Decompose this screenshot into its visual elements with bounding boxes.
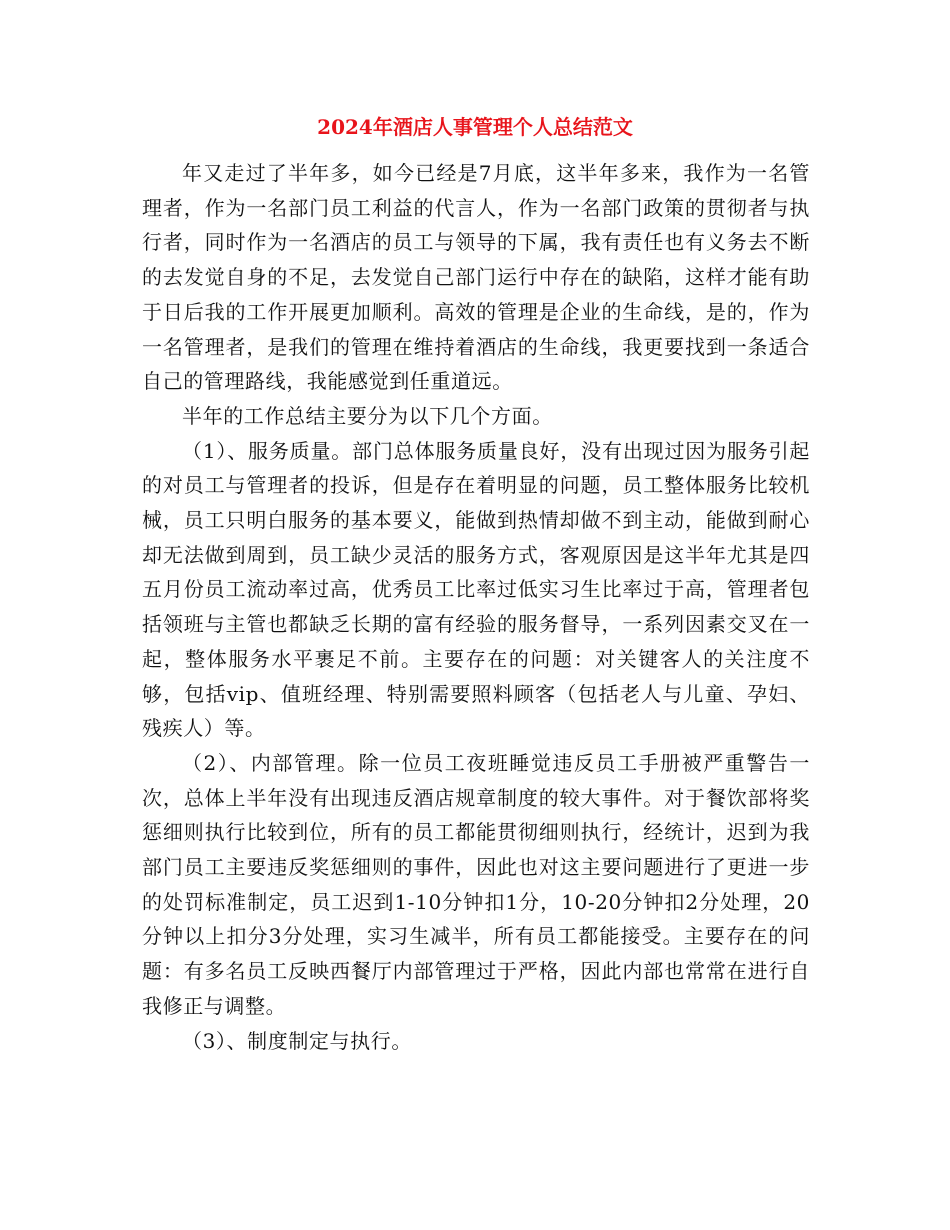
- paragraph-service-quality: （1）、服务质量。部门总体服务质量良好，没有出现过因为服务引起的对员工与管理者的投诉，但是存在着明显的问题，员工整体服务比较机械，员工只明白服务的基本要义，能做到热情却做不到主动，能做到耐心却无法做到周到，员工缺少灵活的服务方式，客观原因是这半年尤其是四五月份员工流动率过高，优秀员工比率过低实习生比率过于高，管理者包括领班与主管也都缺乏长期的富有经验的服务督导，一系列因素交叉在一起，整体服务水平裹足不前。主要存在的问题：对关键客人的关注度不够，包括vip、值班经理、特别需要照料顾客（包括老人与儿童、孕妇、残疾人）等。: [142, 438, 810, 741]
- document-title: 2024年酒店人事管理个人总结范文: [317, 115, 633, 139]
- paragraph-system-formulation: （3）、制度制定与执行。: [182, 1028, 412, 1053]
- paragraph-internal-management: （2）、内部管理。除一位员工夜班睡觉违反员工手册被严重警告一次，总体上半年没有出现违反酒店规章制度的较大事件。对于餐饮部将奖惩细则执行比较到位，所有的员工都能贯彻细则执行，经统计，迟到为我部门员工主要违反奖惩细则的事件，因此也对这主要问题进行了更进一步的处罚标准制定，员工迟到1-10分钟扣1分，10-20分钟扣2分处理，20分钟以上扣分3分处理，实习生减半，所有员工都能接受。主要存在的问题：有多名员工反映西餐厅内部管理过于严格，因此内部也常常在进行自我修正与调整。: [142, 750, 810, 1018]
- paragraph-intro: 年又走过了半年多，如今已经是7月底，这半年多来，我作为一名管理者，作为一名部门员工利益的代言人，作为一名部门政策的贯彻者与执行者，同时作为一名酒店的员工与领导的下属，我有责任也有义务去不断的去发觉自身的不足，去发觉自己部门运行中存在的缺陷，这样才能有助于日后我的工作开展更加顺利。高效的管理是企业的生命线，是的，作为一名管理者，是我们的管理在维持着酒店的生命线，我更要找到一条适合自己的管理路线，我能感觉到任重道远。: [142, 161, 810, 394]
- document-body: [142, 156, 810, 1058]
- paragraph-summary-overview: 半年的工作总结主要分为以下几个方面。: [182, 403, 553, 428]
